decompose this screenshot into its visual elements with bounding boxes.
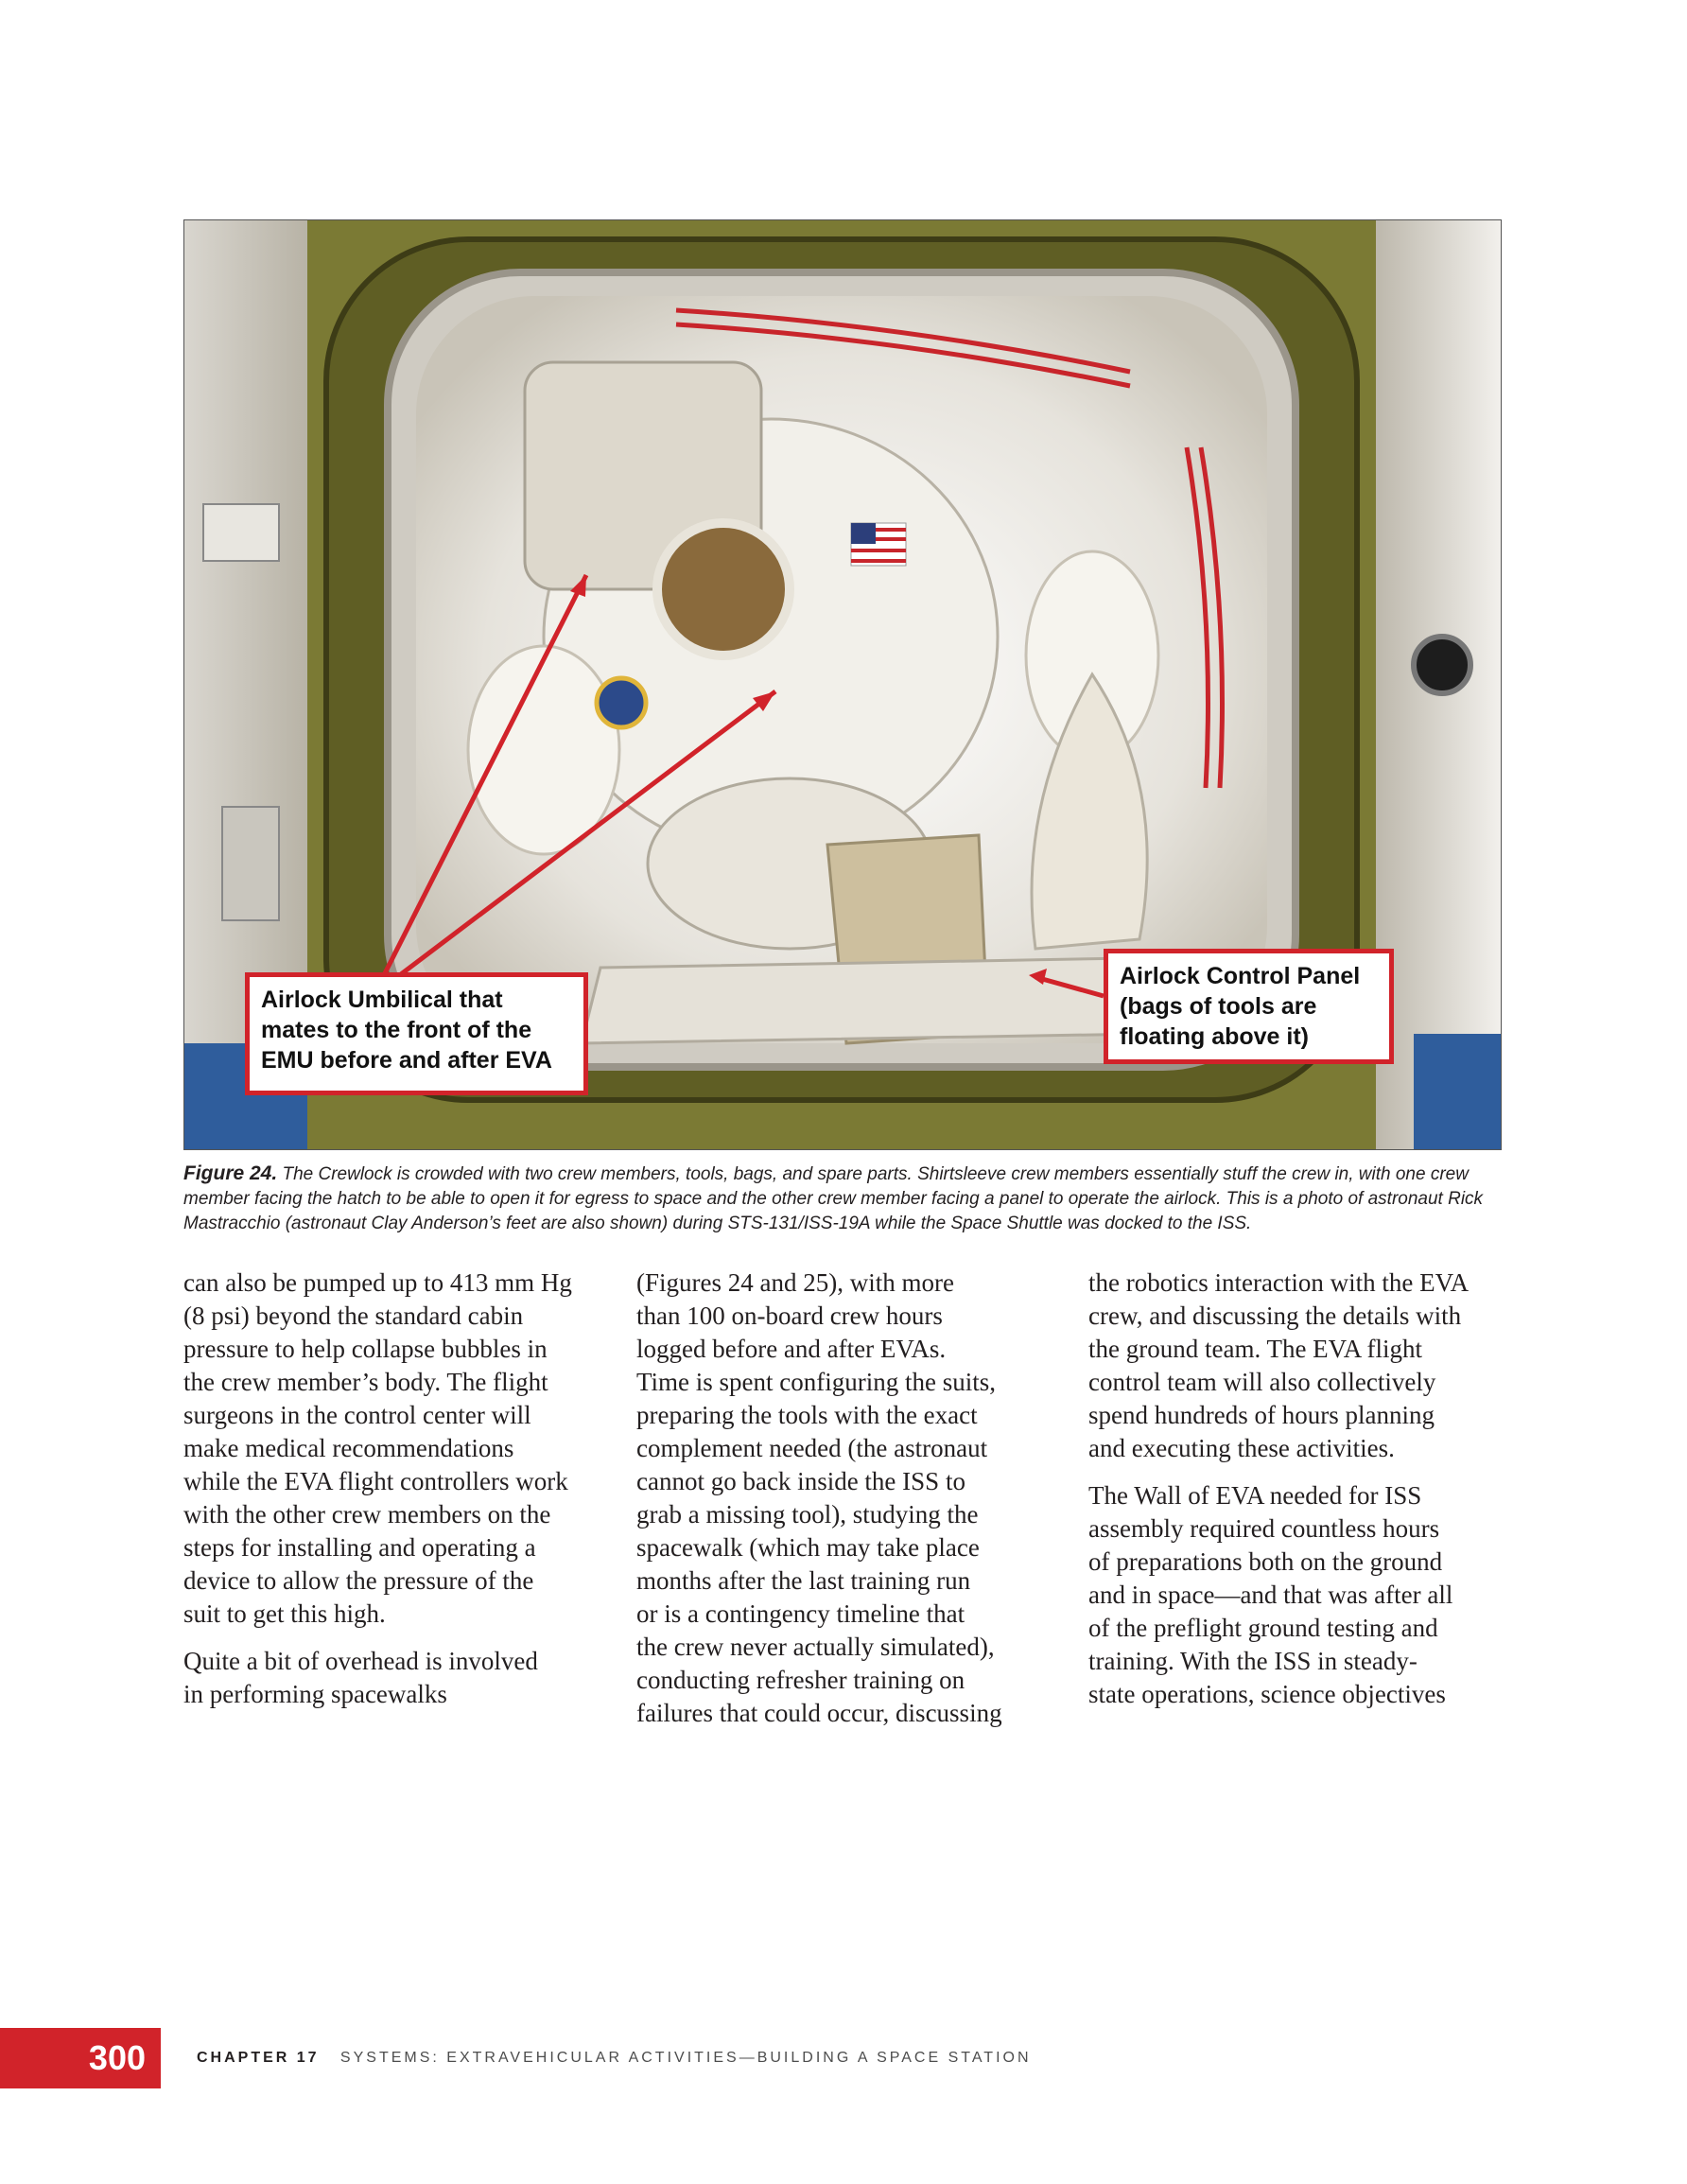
text-line: The Wall of EVA needed for ISS: [1088, 1481, 1422, 1510]
text-line: complement needed (the astronaut: [636, 1434, 988, 1462]
callout-right-line-2: (bags of tools are: [1120, 993, 1317, 1020]
paragraph: [1088, 1479, 1504, 1711]
text-line: spend hundreds of hours planning: [1088, 1401, 1435, 1429]
chapter-title: SYSTEMS: EXTRAVEHICULAR ACTIVITIES—BUILDING A SPACE STATION: [339, 2050, 1032, 2066]
text-line: surgeons in the control center will: [183, 1401, 531, 1429]
text-line: training. With the ISS in steady-: [1088, 1647, 1417, 1675]
running-footer: [197, 2045, 1032, 2071]
callout-left-line-3: EMU before and after EVA: [261, 1047, 552, 1074]
chapter-label: CHAPTER 17: [197, 2050, 320, 2066]
text-line: in performing spacewalks: [183, 1680, 447, 1708]
text-line: the crew never actually simulated),: [636, 1633, 995, 1661]
text-column-3: [1088, 1267, 1504, 1725]
caption-text: The Crewlock is crowded with two crew members, tools, bags, and spare parts. Shirtsleeve crew members essentially stuff the crew in, with one crew member facing the hatch to be able to open it for egress to space and the other crew member facing a panel to operate the airlock. This is a photo of astronaut Rick Mastracchio (astronaut Clay Anderson’s feet are also shown) during STS-131/ISS-19A while the Space Shuttle was docked to the ISS.: [183, 1164, 1484, 1233]
callout-airlock-control-panel: [1104, 949, 1394, 1064]
callout-right-line-1: Airlock Control Panel: [1120, 963, 1361, 989]
paragraph: [183, 1267, 600, 1631]
text-line: can also be pumped up to 413 mm Hg: [183, 1268, 572, 1297]
callout-right-line-3: floating above it): [1120, 1023, 1309, 1050]
text-line: the robotics interaction with the EVA: [1088, 1268, 1470, 1297]
page-number: 300: [0, 2028, 161, 2088]
figure-24-photo: [183, 219, 1502, 1150]
text-line: while the EVA flight controllers work: [183, 1467, 568, 1495]
paragraph: [636, 1267, 1052, 1730]
text-line: control team will also collectively: [1088, 1368, 1436, 1396]
text-line: assembly required countless hours: [1088, 1514, 1440, 1543]
text-line: pressure to help collapse bubbles in: [183, 1335, 548, 1363]
text-line: cannot go back inside the ISS to: [636, 1467, 965, 1495]
text-line: and executing these activities.: [1088, 1434, 1395, 1462]
text-line: and in space—and that was after all: [1088, 1581, 1453, 1609]
text-line: Quite a bit of overhead is involved: [183, 1647, 538, 1675]
text-line: than 100 on-board crew hours: [636, 1302, 943, 1330]
callout-left-line-2: mates to the front of the: [261, 1017, 532, 1043]
text-line: conducting refresher training on: [636, 1666, 965, 1694]
text-line: make medical recommendations: [183, 1434, 514, 1462]
text-line: or is a contingency timeline that: [636, 1599, 965, 1628]
text-line: of preparations both on the ground: [1088, 1547, 1443, 1576]
text-line: crew, and discussing the details with: [1088, 1302, 1462, 1330]
text-line: of the preflight ground testing and: [1088, 1614, 1438, 1642]
text-column-1: [183, 1267, 600, 1725]
text-line: months after the last training run: [636, 1566, 971, 1595]
text-line: suit to get this high.: [183, 1599, 386, 1628]
text-line: the crew member’s body. The flight: [183, 1368, 548, 1396]
text-line: grab a missing tool), studying the: [636, 1500, 979, 1529]
text-line: failures that could occur, discussing: [636, 1699, 1002, 1727]
callout-airlock-umbilical: [245, 972, 588, 1095]
text-line: the ground team. The EVA flight: [1088, 1335, 1422, 1363]
text-line: logged before and after EVAs.: [636, 1335, 947, 1363]
text-line: steps for installing and operating a: [183, 1533, 536, 1562]
text-line: state operations, science objectives: [1088, 1680, 1446, 1708]
text-column-2: [636, 1267, 1052, 1744]
paragraph: [1088, 1267, 1504, 1465]
paragraph: [183, 1645, 600, 1711]
callout-left-line-1: Airlock Umbilical that: [261, 987, 503, 1013]
text-line: with the other crew members on the: [183, 1500, 551, 1529]
figure-caption: [183, 1162, 1504, 1236]
text-line: spacewalk (which may take place: [636, 1533, 980, 1562]
text-line: (Figures 24 and 25), with more: [636, 1268, 954, 1297]
text-line: device to allow the pressure of the: [183, 1566, 534, 1595]
text-line: (8 psi) beyond the standard cabin: [183, 1302, 524, 1330]
figure-label: Figure 24.: [183, 1162, 278, 1184]
text-line: Time is spent configuring the suits,: [636, 1368, 997, 1396]
text-line: preparing the tools with the exact: [636, 1401, 978, 1429]
